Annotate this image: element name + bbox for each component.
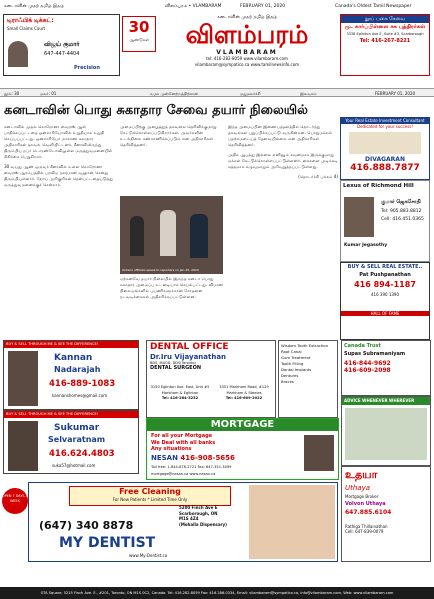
ad-email: mortgage@nesan.ca (151, 472, 189, 476)
ad-line: Small Claims Court (7, 26, 46, 31)
masthead (157, 14, 337, 74)
sukumar-realtor-ad[interactable] (3, 410, 139, 474)
ad-brand: HALL OF FAME (341, 311, 429, 316)
ad-phone: Tel: 416-264-3232 (161, 396, 199, 400)
ad-title: Lexus of Richmond Hill (343, 183, 414, 189)
ad-name: விஜய் குமார் (44, 41, 80, 48)
issue-middle: சமுக முன்னேற்றத்திற்கான (150, 91, 199, 96)
ad-address: Markham & Steeles (226, 390, 262, 395)
ad-tel: Tel: 905.883.8812 (381, 209, 422, 214)
lexus-ad[interactable] (340, 180, 430, 262)
ad-name: மு. கார்ப்பிள்ளை சக புத்திரர்கள் (344, 24, 426, 30)
ad-phone: 416 894-1187 (354, 280, 416, 289)
ad-phone: 647.885.6104 (345, 509, 392, 516)
ad-offer: Free Cleaning (119, 487, 181, 496)
ad-toll: Toll free: 1-844-878-2721 (151, 465, 197, 469)
uthaya-mortgage-ad[interactable] (341, 466, 431, 562)
ad-office: 416 390 1390 (371, 292, 399, 297)
footer-contact: GTA Square, 5215 Finch Ave. E., #201, Toronto, ON M1S 0C2, Canada. Tel: 416.282.8059 Fax: 416.286.0334, Email: vilambaram@sympatico.ca, info@vilambaram.com, Web: www.vilambaram.com (0, 587, 434, 599)
ad-address: Scarborough, ON (179, 510, 218, 516)
ad-name: Supas Subramaniyam (344, 351, 406, 357)
ad-person: Kumar Jegasothy (344, 243, 388, 248)
ad-cell: Cell: 416.451.0365 (381, 217, 424, 222)
mortgage-ad[interactable] (146, 418, 339, 480)
ad-title: உதயா (345, 468, 378, 481)
my-dentist-ad[interactable] (28, 482, 338, 562)
ad-web: www.nesan.ca (189, 472, 216, 476)
advice-image (345, 408, 427, 460)
ad-phone: 416.888.7877 (350, 163, 420, 173)
ad-phone: 416.624.4803 (49, 449, 115, 459)
continued-note[interactable]: (தொடர்ச்சி பக்கம் 4) (298, 174, 338, 179)
article-column-2-bottom (120, 276, 223, 336)
ad-cell: Cell: 647-839-0079 (345, 529, 384, 534)
dental-office-ad[interactable] (146, 340, 276, 418)
house-image (349, 132, 421, 154)
article-text: கனடாவில் முதல் கொரோனா வைரஸ் ஆள் பாதிக்கப்பட்டதை ஒன்றாரியோவில் உறுதியாக உறுதி செய்யப்பட்டது. ஒன்றாரியோ மாகாண சுகாதார அதிகாரிகள் தகவல் வெளியிட்டனர். சீனாவிலிருந்து திரும்பிய நபர் டொரண்டோவிலுள்ள மருத்துவமனையில் சிகிச்சை பெறுகிறார். (4, 124, 113, 159)
ad-phone: Tel: 416-267-8221 (359, 38, 411, 44)
ad-phone: (647) 340 8878 (39, 519, 134, 532)
ad-email: kannanshomes@gmail.com (52, 393, 108, 398)
ad-address: 3150 Eglinton Ave. East, Unit #5 (150, 385, 210, 389)
masthead-web2: www.tamilnewsinfo.com (250, 62, 300, 67)
ad-sub: Dedicated for your success! (357, 124, 413, 129)
ad-phone: Tel: 416-609-2022 (225, 396, 263, 400)
ad-title: ADVICE WHENEVER WHEREVER (342, 397, 430, 405)
ad-role: Mortgage Broker (345, 494, 379, 499)
ad-fax: Fax: 647-351-3099 (197, 465, 232, 469)
photo-caption: Ontario officials speak to reporters on Jan 25, 2020 (122, 268, 199, 272)
ad-title: Your Real Estate Investment Consultant (341, 118, 429, 124)
service-item: Root Canal (281, 349, 302, 354)
issue-number: நூல்: 30 (4, 91, 20, 96)
ad-address: Markham & Eglinton (161, 390, 199, 395)
traffic-ticket-ad[interactable] (3, 14, 120, 76)
article-text: இந்த அமைப்பின் இணையத்தளத்தில் தொடர்ந்து தகவல்கள் புதுப்பிக்கப்பட்டு வருகின்றன. பொதுமக்கள் பதற்றமடையத் தேவையில்லை என அதிகாரிகள் தெரிவித்தனர். (228, 124, 333, 147)
ad-top: BUY & SELL THROUGH ME & SEE THE DIFFERENCE! (4, 341, 138, 348)
ad-phone: 647-447-4404 (44, 51, 80, 57)
ad-person: Rathiga Thillainathan (345, 524, 388, 529)
ad-brand: NESAN (151, 454, 178, 462)
issue-bar (0, 88, 434, 97)
ad-sub: Uthaya (345, 484, 371, 492)
badge-number: 30 (128, 18, 150, 36)
article-text: அமைப்பிற்கு அழைத்துத் தகவலை தெரிவிக்குமாறு கேட்டுக்கொள்ளப்படுகிறார்கள். அவர்களின் உடல்நிலை கண்காணிக்கப்படும் என அதிகாரிகள் தெரிவித்தனர். (120, 124, 217, 147)
open-days-badge (2, 488, 28, 514)
ad-brand: MY DENTIST (59, 535, 156, 551)
ad-web: www.My-Dentist.ca (129, 553, 168, 558)
ad-line: For all your Mortgage (151, 433, 213, 439)
badge-text: OPEN 7 DAYS A WEEK (2, 494, 28, 503)
service-item: Dental Implants (281, 367, 312, 372)
ad-name: Sukumar (54, 423, 100, 433)
ad-surgeon: DENTAL SURGEON (150, 365, 202, 371)
smile-photo (249, 485, 335, 559)
ad-address: 3338 Eglinton Ave E, Suite #3, Scarborough (346, 32, 424, 36)
top-date: FEBRUARY 01, 2020 (240, 4, 286, 9)
person-photo (344, 197, 374, 237)
canada-trust-ad[interactable] (341, 340, 431, 396)
masthead-tel: tel: 416-282-8059 (206, 56, 243, 61)
ad-degree: BDS, MAOD, DDS(Toronto) (150, 361, 196, 365)
ad-phone: 416-908-5656 (180, 454, 235, 462)
masthead-latin: VLAMBARAM (216, 49, 278, 56)
article-text: 30 வயது ஆண் ஒருவர் சீனாவில் உள்ள கொரோனா வைரஸ் ஆரம்பத்தில் பரவிய நகரமான வுஹான் சென்று திரும்பியுள்ளார். நோய் அறிகுறிகள் தென்பட்டதையடுத்து மருத்துவமனைக்குச் சென்றார். (4, 164, 114, 187)
service-item: Wisdom Tooth Extraction (281, 343, 329, 348)
ad-surname: Nadarajah (54, 365, 101, 374)
ad-line: Any situations (151, 446, 192, 452)
main-headline[interactable]: கனடாவின் பொது சுகாதார சேவை தயார் நிலையில் (4, 103, 308, 118)
masthead-email: vilambaram@sympatico.ca (194, 62, 250, 67)
badge-sub: ஆண்டுகள் (129, 37, 149, 42)
ad-top: BUY & SELL THROUGH ME & SEE THE DIFFERENCE! (4, 411, 138, 418)
ad-address: 5200 Finch Ave E (179, 505, 218, 510)
funeral-service-ad[interactable] (340, 14, 430, 76)
person-photo (8, 41, 28, 67)
service-item: Braces (281, 379, 294, 384)
top-center-tag: விளம்பரம் • VLAMBARAM (165, 4, 222, 9)
person-photo (304, 435, 334, 471)
ad-name: Volvon Uthaya (345, 501, 386, 507)
ad-brand: Canada Trust (344, 343, 381, 349)
news-photo (120, 196, 223, 274)
buy-sell-ad[interactable] (340, 262, 430, 340)
top-right-tag: Canada's Oldest Tamil Newspaper (335, 4, 412, 9)
ad-brand: Precision (74, 65, 100, 71)
issue-mid2: மறுமலர்ச்சி (240, 91, 261, 96)
article-column-1 (4, 124, 114, 334)
person-photo (8, 421, 38, 471)
ad-title: டிராஃபிக் டிக்கட்: (7, 17, 54, 24)
ad-line: We Deal with all banks (151, 439, 216, 446)
anniversary-badge (122, 16, 156, 52)
ad-surname: Selvaratnam (48, 435, 106, 444)
article-column-3 (228, 124, 338, 334)
ad-address: (Mohalla Dispensary) (179, 521, 227, 527)
advice-ad[interactable] (341, 396, 431, 466)
ad-name: Dr.Iru Vijayanathan (150, 353, 227, 361)
article-text: ஏற்கனவே தயார் நிலையில் இருந்த கனடா பொது சுகாதார அமைப்பு உடனடியாக செயல்பட்டது. விமான நிலையங்களில் பயணிகளுக்கான சோதனை நடவடிக்கைகள் அதிகரிக்கப்பட்டுள்ளன. (120, 276, 223, 299)
ad-top: தூய் பகை சேவை (341, 15, 429, 23)
ad-phone: 416-609-2098 (344, 367, 391, 374)
ad-title: BUY & SELL REAL ESTATE.. (347, 264, 423, 270)
service-item: Gum Treatment (281, 355, 311, 360)
service-item: Tooth Filling (281, 361, 304, 366)
top-strip (0, 0, 434, 14)
article-column-2-top (120, 124, 223, 194)
article-text: அதிக ஆபத்து இல்லை எனினும் கவனமாக இருக்குமாறு மக்கள் கேட்டுக்கொள்ளப்பட்டுள்ளனர். கைகளை அடிக்கடி சுத்தமாக கழுவுமாறும் அறிவுறுத்தப்பட்டுள்ளது. (228, 152, 338, 169)
service-item: Dentures (281, 373, 299, 378)
ad-name: Kannan (54, 353, 93, 363)
person-photo (8, 351, 38, 406)
ad-address: 3351 Markham Road, #129 (219, 385, 269, 389)
ad-title: DENTAL OFFICE (150, 342, 229, 352)
masthead-title: விளம்பரம் (185, 20, 309, 49)
ad-name: குமார் ஜெகசோதி (381, 199, 421, 205)
ad-name: Pat Pushpanathan (359, 272, 411, 278)
masthead-web1: www.vilambaram.com (243, 56, 288, 61)
ad-phone: 416-844-9692 (344, 360, 391, 367)
ad-address: M1S 4Z4 (179, 516, 199, 521)
ad-phone: 416-889-1083 (49, 379, 116, 389)
ad-email: suka57@hotmail.com (52, 463, 96, 468)
issue-date: FEBRUARY 01, 2020 (375, 91, 416, 96)
issue-mid3: இலவசம் (300, 91, 317, 96)
ad-offer-sub: For New Patients * Limited Time Only (112, 497, 188, 502)
masthead-tagline: கனடாவின் முதற் தமிழ் இதழ் (217, 15, 277, 20)
issue-volume: மலர்: 01 (40, 91, 57, 96)
dental-services-list (278, 340, 338, 418)
ad-title: MORTGAGE (147, 419, 338, 431)
top-left-tag: கனடாவின் முதற் தமிழ் இதழ் (4, 4, 64, 9)
ad-name: DIVAGARAN (365, 156, 405, 163)
kannan-realtor-ad[interactable] (3, 340, 139, 410)
real-estate-ad[interactable] (340, 117, 430, 180)
